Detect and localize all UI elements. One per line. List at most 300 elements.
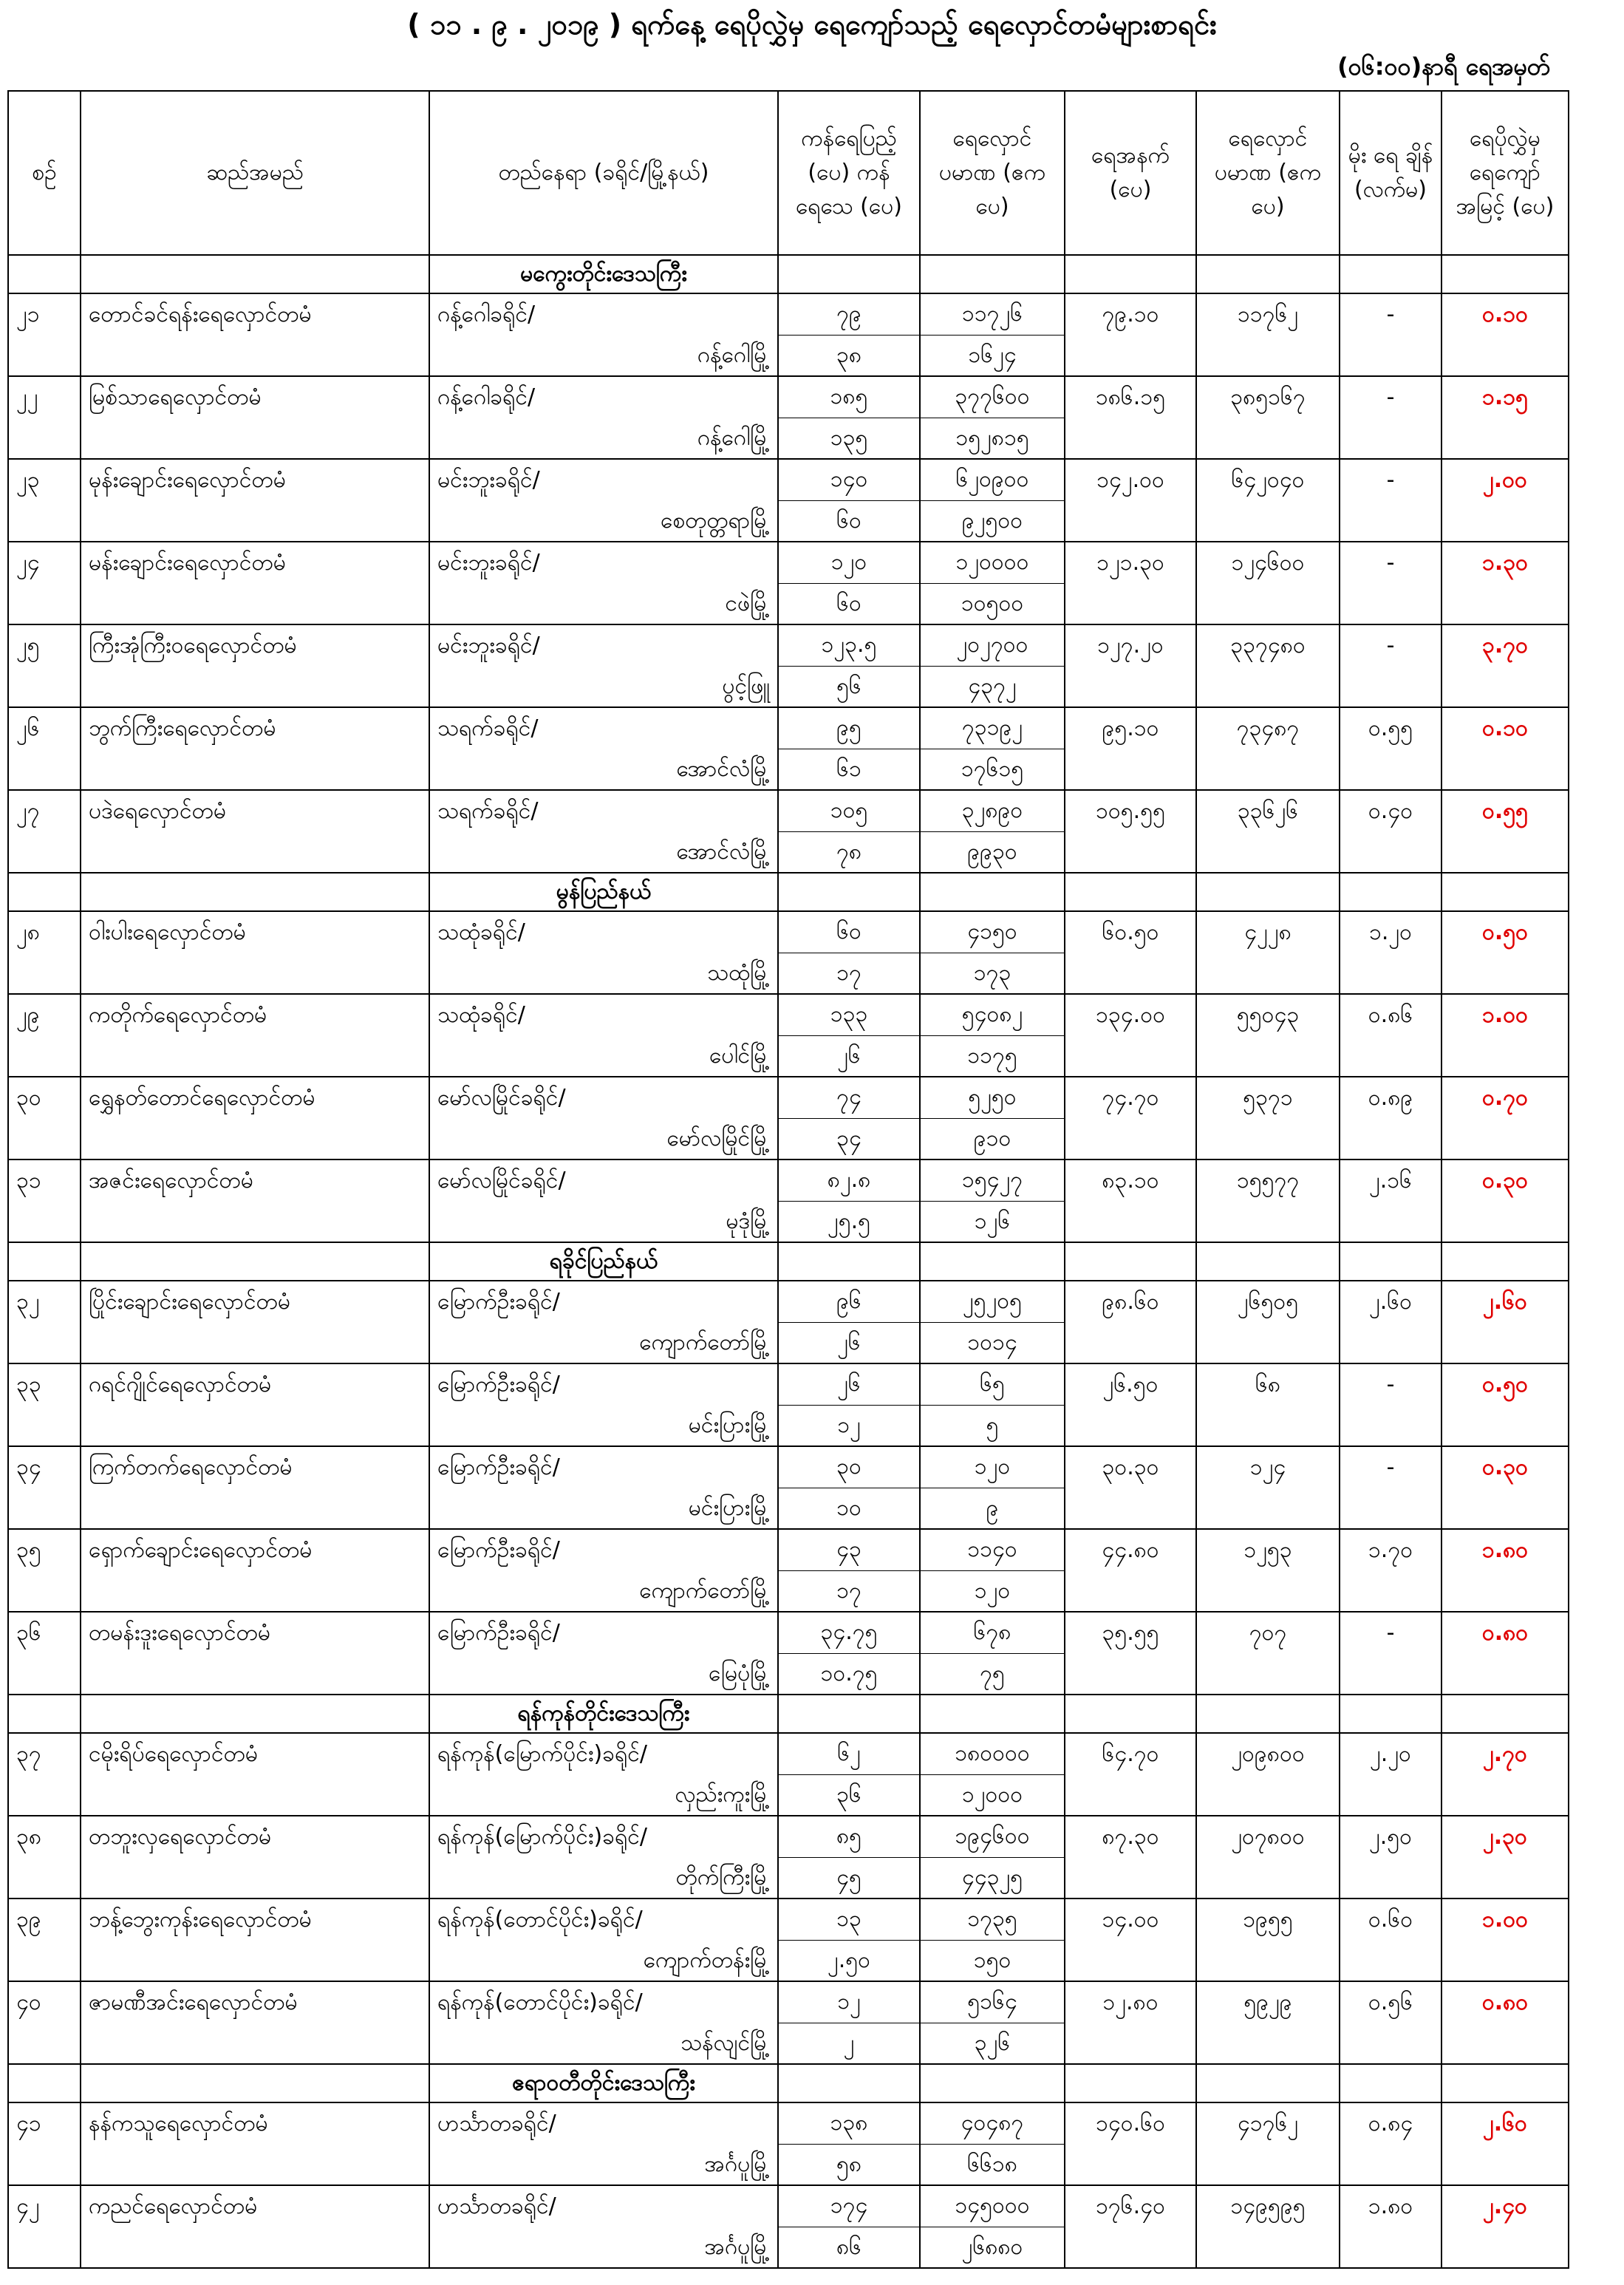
district: မော်လမြိုင်ခရိုင်/ (429, 1159, 778, 1201)
dead-level: ၈၆ (778, 2227, 920, 2268)
region-label: မကွေးတိုင်းဒေသကြီး (429, 255, 778, 293)
blank-cell (1196, 418, 1340, 459)
current-depth: ၁၄၂.၀၀ (1065, 459, 1196, 500)
blank-cell (8, 2227, 81, 2268)
blank-cell (1340, 1488, 1442, 1529)
document-title: ( ၁၁ . ၉ . ၂၀၁၉ ) ရက်နေ့ ရေပိုလွှဲမှ ရေကျော်သည့် ရေလှောင်တမံများစာရင်း (407, 8, 1217, 41)
current-storage: ၂၆၅၀၅ (1196, 1281, 1340, 1322)
blank-cell (1442, 1488, 1569, 1529)
spill-rise: ၀.၈၀ (1442, 1612, 1569, 1653)
full-storage: ၅၂၅၀ (920, 1077, 1065, 1118)
full-storage: ၆၂၀၉၀၀ (920, 459, 1065, 500)
dam-name: တမန်းဒူးရေလှောင်တမံ (81, 1612, 429, 1653)
district: ရန်ကုန်(တောင်ပိုင်း)ခရိုင်/ (429, 1899, 778, 1940)
header-row (8, 91, 1569, 255)
blank-cell (81, 1653, 429, 1695)
blank-cell (1196, 1857, 1340, 1899)
dead-storage: ၆၆၁၈ (920, 2144, 1065, 2185)
blank-cell (1340, 1857, 1442, 1899)
full-storage: ၁၉၄၆၀၀ (920, 1816, 1065, 1857)
region-cell-blank (778, 2064, 920, 2102)
rainfall: ၂.၆၀ (1340, 1281, 1442, 1322)
header-design-level: ကန်ရေပြည့် (ပေ) ကန်ရေသေ (ပေ) (778, 91, 920, 255)
region-cell-blank (1065, 1242, 1196, 1281)
township: အောင်လံမြို့ (429, 831, 778, 873)
blank-cell (1065, 1774, 1196, 1816)
blank-cell (1196, 749, 1340, 790)
table-row-sub (8, 831, 1569, 873)
region-cell-blank (1442, 873, 1569, 911)
blank-cell (1196, 1405, 1340, 1446)
blank-cell (1442, 1118, 1569, 1159)
district: မင်းဘူးခရိုင်/ (429, 624, 778, 666)
rainfall: ၁.၇၀ (1340, 1529, 1442, 1570)
blank-cell (1340, 500, 1442, 542)
region-cell-blank (1196, 2064, 1340, 2102)
row-number: ၄၂ (8, 2185, 81, 2227)
table-row (8, 707, 1569, 749)
current-depth: ၇၄.၇၀ (1065, 1077, 1196, 1118)
full-level: ၆၂ (778, 1733, 920, 1774)
table-row-sub (8, 953, 1569, 994)
current-storage: ၁၄၉၅၉၅ (1196, 2185, 1340, 2227)
rainfall: - (1340, 1363, 1442, 1405)
table-row (8, 2102, 1569, 2144)
full-level: ၂၆ (778, 1363, 920, 1405)
dam-name: မန်းချောင်းရေလှောင်တမံ (81, 542, 429, 583)
table-row-sub (8, 1488, 1569, 1529)
full-level: ၁၂ (778, 1981, 920, 2023)
full-level: ၁၃၈ (778, 2102, 920, 2144)
current-depth: ၇၉.၁၀ (1065, 293, 1196, 335)
table-row (8, 2185, 1569, 2227)
current-storage: ၆၄၂၀၄၀ (1196, 459, 1340, 500)
township: ကျောက်တော်မြို့ (429, 1570, 778, 1612)
blank-cell (1442, 1035, 1569, 1077)
blank-cell (1442, 666, 1569, 707)
row-number: ၃၇ (8, 1733, 81, 1774)
spill-rise: ၁.၀၀ (1442, 994, 1569, 1035)
table-row-sub (8, 1035, 1569, 1077)
table-row-sub (8, 1857, 1569, 1899)
spill-rise: ၂.၆၀ (1442, 2102, 1569, 2144)
blank-cell (81, 1570, 429, 1612)
current-storage: ၁၅၅၇၇ (1196, 1159, 1340, 1201)
table-row (8, 293, 1569, 335)
township: လှည်းကူးမြို့ (429, 1774, 778, 1816)
spill-rise: ၀.၁၀ (1442, 707, 1569, 749)
blank-cell (1442, 418, 1569, 459)
full-storage: ၂၅၂၀၅ (920, 1281, 1065, 1322)
row-number: ၃၂ (8, 1281, 81, 1322)
blank-cell (1196, 2144, 1340, 2185)
dam-name: ဘန့်ဘွေးကုန်းရေလှောင်တမံ (81, 1899, 429, 1940)
region-cell-blank (1065, 873, 1196, 911)
header-design-storage: ရေလှောင် ပမာဏ (ဧကပေ) (920, 91, 1065, 255)
blank-cell (81, 1035, 429, 1077)
blank-cell (8, 1201, 81, 1242)
current-storage: ၃၃၇၄၈၀ (1196, 624, 1340, 666)
township: ပွင့်ဖြူ (429, 666, 778, 707)
row-number: ၂၉ (8, 994, 81, 1035)
region-cell-blank (920, 255, 1065, 293)
dead-level: ၆၀ (778, 583, 920, 624)
current-storage: ၁၁၇၆၂ (1196, 293, 1340, 335)
reading-time-note: (၀၆:၀၀)နာရီ ရေအမှတ် (1337, 52, 1550, 81)
rainfall: ၂.၁၆ (1340, 1159, 1442, 1201)
rainfall: ၀.၅၅ (1340, 707, 1442, 749)
region-cell-blank (81, 1695, 429, 1733)
blank-cell (1065, 2144, 1196, 2185)
table-row (8, 1363, 1569, 1405)
dead-level: ၃၄ (778, 1118, 920, 1159)
rainfall: ၀.၆၀ (1340, 1899, 1442, 1940)
blank-cell (1196, 1653, 1340, 1695)
dead-level: ၁၀.၇၅ (778, 1653, 920, 1695)
dam-name: ကတိုက်ရေလှောင်တမံ (81, 994, 429, 1035)
current-storage: ၇၃၄၈၇ (1196, 707, 1340, 749)
region-cell-blank (1065, 255, 1196, 293)
blank-cell (81, 2227, 429, 2268)
blank-cell (1196, 335, 1340, 376)
table-row-sub (8, 583, 1569, 624)
blank-cell (8, 1570, 81, 1612)
full-level: ၈၅ (778, 1816, 920, 1857)
blank-cell (1065, 1940, 1196, 1981)
table-row (8, 1612, 1569, 1653)
region-label: ရခိုင်ပြည်နယ် (429, 1242, 778, 1281)
table-row-sub (8, 418, 1569, 459)
dead-storage: ၁၅၂၈၁၅ (920, 418, 1065, 459)
header-name: ဆည်အမည် (81, 91, 429, 255)
table-row-sub (8, 335, 1569, 376)
region-cell-blank (1340, 255, 1442, 293)
full-level: ၆၀ (778, 911, 920, 953)
current-storage: ၁၂၅၃ (1196, 1529, 1340, 1570)
row-number: ၂၅ (8, 624, 81, 666)
region-cell-blank (1340, 873, 1442, 911)
blank-cell (1196, 831, 1340, 873)
blank-cell (1340, 335, 1442, 376)
full-level: ၉၆ (778, 1281, 920, 1322)
blank-cell (81, 1405, 429, 1446)
full-storage: ၁၂၀၀၀၀ (920, 542, 1065, 583)
row-number: ၂၄ (8, 542, 81, 583)
current-depth: ၄၄.၈၀ (1065, 1529, 1196, 1570)
blank-cell (1340, 1570, 1442, 1612)
blank-cell (1340, 831, 1442, 873)
blank-cell (1065, 1118, 1196, 1159)
current-depth: ၆၀.၅၀ (1065, 911, 1196, 953)
blank-cell (1196, 1570, 1340, 1612)
region-label: ရန်ကုန်တိုင်းဒေသကြီး (429, 1695, 778, 1733)
current-depth: ၉၅.၁၀ (1065, 707, 1196, 749)
blank-cell (1196, 666, 1340, 707)
blank-cell (8, 831, 81, 873)
blank-cell (8, 1488, 81, 1529)
dead-storage: ၁၇၆၁၅ (920, 749, 1065, 790)
current-depth: ၁၄.၀၀ (1065, 1899, 1196, 1940)
full-level: ၈၂.၈ (778, 1159, 920, 1201)
dead-storage: ၉၁၀ (920, 1118, 1065, 1159)
township: အင်္ဂပူမြို့ (429, 2144, 778, 2185)
table-row-sub (8, 666, 1569, 707)
dam-name: ကညင်ရေလှောင်တမံ (81, 2185, 429, 2227)
dam-name: ဘွက်ကြီးရေလှောင်တမံ (81, 707, 429, 749)
dam-name: ဇာမဏီအင်းရေလှောင်တမံ (81, 1981, 429, 2023)
full-storage: ၄၀၄၈၇ (920, 2102, 1065, 2144)
full-level: ၁၀၅ (778, 790, 920, 831)
spill-rise: ၀.၅၀ (1442, 911, 1569, 953)
blank-cell (1196, 1774, 1340, 1816)
row-number: ၂၃ (8, 459, 81, 500)
blank-cell (1442, 953, 1569, 994)
region-cell-blank (778, 255, 920, 293)
region-cell-blank (8, 255, 81, 293)
blank-cell (8, 2144, 81, 2185)
township: ကျောက်တန်းမြို့ (429, 1940, 778, 1981)
blank-cell (1196, 2227, 1340, 2268)
dead-storage: ၁၅၀ (920, 1940, 1065, 1981)
full-storage: ၁၄၅၀၀၀ (920, 2185, 1065, 2227)
region-cell-blank (81, 873, 429, 911)
full-storage: ၁၈၀၀၀၀ (920, 1733, 1065, 1774)
blank-cell (1442, 1201, 1569, 1242)
full-level: ၇၉ (778, 293, 920, 335)
blank-cell (1442, 1653, 1569, 1695)
dead-storage: ၉၉၃၀ (920, 831, 1065, 873)
dead-storage: ၁၆၂၄ (920, 335, 1065, 376)
dead-level: ၁၇ (778, 953, 920, 994)
region-cell-blank (8, 1242, 81, 1281)
region-cell-blank (778, 1242, 920, 1281)
blank-cell (1196, 953, 1340, 994)
dead-storage: ၇၅ (920, 1653, 1065, 1695)
current-storage: ၂၀၇၈၀၀ (1196, 1816, 1340, 1857)
current-depth: ၂၆.၅၀ (1065, 1363, 1196, 1405)
spill-rise: ၂.၃၀ (1442, 1816, 1569, 1857)
header-location: တည်နေရာ (ခရိုင်/မြို့နယ်) (429, 91, 778, 255)
dead-level: ၇၈ (778, 831, 920, 873)
district: ဟင်္သာတခရိုင်/ (429, 2185, 778, 2227)
blank-cell (1065, 666, 1196, 707)
blank-cell (1196, 2023, 1340, 2064)
table-row-sub (8, 2023, 1569, 2064)
dead-level: ၅၆ (778, 666, 920, 707)
full-level: ၁၂၀ (778, 542, 920, 583)
table-body (8, 255, 1569, 2268)
region-cell-blank (81, 255, 429, 293)
region-cell-blank (1340, 1242, 1442, 1281)
region-cell-blank (8, 2064, 81, 2102)
row-number: ၃၈ (8, 1816, 81, 1857)
dam-name: ဂရင်ဂျိုင်ရေလှောင်တမံ (81, 1363, 429, 1405)
table-row-sub (8, 1653, 1569, 1695)
row-number: ၃၁ (8, 1159, 81, 1201)
spill-rise: ၀.၃၀ (1442, 1446, 1569, 1488)
table-row (8, 1529, 1569, 1570)
blank-cell (1340, 1405, 1442, 1446)
blank-cell (1442, 1405, 1569, 1446)
blank-cell (1065, 335, 1196, 376)
blank-cell (1442, 1322, 1569, 1363)
blank-cell (1340, 583, 1442, 624)
blank-cell (8, 335, 81, 376)
dead-level: ၁၇ (778, 1570, 920, 1612)
blank-cell (8, 749, 81, 790)
full-storage: ၄၁၅၀ (920, 911, 1065, 953)
row-number: ၂၈ (8, 911, 81, 953)
blank-cell (1065, 2227, 1196, 2268)
dead-storage: ၁၀၅၀၀ (920, 583, 1065, 624)
blank-cell (81, 1322, 429, 1363)
dam-name: ကြီးအုံကြီးဝရေလှောင်တမံ (81, 624, 429, 666)
dead-storage: ၁၂၆ (920, 1201, 1065, 1242)
table-row-sub (8, 2144, 1569, 2185)
full-level: ၁၃ (778, 1899, 920, 1940)
dam-name: တောင်ခင်ရန်းရေလှောင်တမံ (81, 293, 429, 335)
region-cell-blank (1196, 873, 1340, 911)
rainfall: ၁.၈၀ (1340, 2185, 1442, 2227)
spill-rise: ၁.၀၀ (1442, 1899, 1569, 1940)
blank-cell (8, 500, 81, 542)
full-level: ၇၄ (778, 1077, 920, 1118)
township: သထုံမြို့ (429, 953, 778, 994)
row-number: ၃၄ (8, 1446, 81, 1488)
rainfall: - (1340, 624, 1442, 666)
current-depth: ၃၀.၃၀ (1065, 1446, 1196, 1488)
current-storage: ၅၃၇၁ (1196, 1077, 1340, 1118)
district: ဂန့်ဂေါခရိုင်/ (429, 376, 778, 418)
rainfall: - (1340, 459, 1442, 500)
full-level: ၉၅ (778, 707, 920, 749)
current-storage: ၇၀၇ (1196, 1612, 1340, 1653)
blank-cell (1065, 1405, 1196, 1446)
table-row (8, 1281, 1569, 1322)
district: သထုံခရိုင်/ (429, 911, 778, 953)
blank-cell (1196, 1322, 1340, 1363)
township: ငဖဲမြို့ (429, 583, 778, 624)
region-cell-blank (1442, 1242, 1569, 1281)
full-storage: ၆၇၈ (920, 1612, 1065, 1653)
blank-cell (1340, 749, 1442, 790)
table-row (8, 911, 1569, 953)
blank-cell (1065, 953, 1196, 994)
blank-cell (8, 1405, 81, 1446)
spill-rise: ၀.၃၀ (1442, 1159, 1569, 1201)
district: မင်းဘူးခရိုင်/ (429, 459, 778, 500)
district: ရန်ကုန်(မြောက်ပိုင်း)ခရိုင်/ (429, 1816, 778, 1857)
reservoir-table (7, 90, 1569, 2269)
dead-storage: ၁၁၇၅ (920, 1035, 1065, 1077)
region-row (8, 2064, 1569, 2102)
blank-cell (81, 418, 429, 459)
dam-name: ပဒဲရေလှောင်တမံ (81, 790, 429, 831)
dead-storage: ၁၀၁၄ (920, 1322, 1065, 1363)
blank-cell (81, 1118, 429, 1159)
rainfall: ၀.၈၉ (1340, 1077, 1442, 1118)
dam-name: ရွှေနတ်တောင်ရေလှောင်တမံ (81, 1077, 429, 1118)
full-storage: ၅၁၆၄ (920, 1981, 1065, 2023)
spill-rise: ၁.၈၀ (1442, 1529, 1569, 1570)
current-depth: ၁၈၆.၁၅ (1065, 376, 1196, 418)
township: အောင်လံမြို့ (429, 749, 778, 790)
blank-cell (1340, 2144, 1442, 2185)
table-row-sub (8, 1405, 1569, 1446)
blank-cell (1340, 1940, 1442, 1981)
blank-cell (1196, 500, 1340, 542)
blank-cell (81, 1488, 429, 1529)
region-cell-blank (1065, 2064, 1196, 2102)
rainfall: ၀.၅၆ (1340, 1981, 1442, 2023)
table-row (8, 376, 1569, 418)
row-number: ၃၃ (8, 1363, 81, 1405)
dead-level: ၂ (778, 2023, 920, 2064)
blank-cell (1196, 1488, 1340, 1529)
blank-cell (1442, 1774, 1569, 1816)
spill-rise: ၂.၄၀ (1442, 2185, 1569, 2227)
region-row (8, 1242, 1569, 1281)
rainfall: ၀.၄၀ (1340, 790, 1442, 831)
blank-cell (8, 1322, 81, 1363)
current-depth: ၈၃.၁၀ (1065, 1159, 1196, 1201)
blank-cell (1065, 749, 1196, 790)
row-number: ၄၀ (8, 1981, 81, 2023)
district: သရက်ခရိုင်/ (429, 790, 778, 831)
table-row-sub (8, 500, 1569, 542)
full-level: ၃၀ (778, 1446, 920, 1488)
blank-cell (1442, 500, 1569, 542)
blank-cell (1340, 1118, 1442, 1159)
blank-cell (1065, 1035, 1196, 1077)
current-storage: ၃၈၅၁၆၇ (1196, 376, 1340, 418)
current-depth: ၈၇.၃၀ (1065, 1816, 1196, 1857)
township: တိုက်ကြီးမြို့ (429, 1857, 778, 1899)
blank-cell (1340, 1774, 1442, 1816)
current-storage: ၅၉၂၉ (1196, 1981, 1340, 2023)
current-storage: ၅၅၀၄၃ (1196, 994, 1340, 1035)
full-level: ၁၂၃.၅ (778, 624, 920, 666)
blank-cell (1340, 418, 1442, 459)
header-spill-height: ရေပိုလွှဲမှ ရေကျော် အမြင့် (ပေ) (1442, 91, 1569, 255)
region-cell-blank (920, 1695, 1065, 1733)
district: ဂန့်ဂေါခရိုင်/ (429, 293, 778, 335)
blank-cell (1442, 2144, 1569, 2185)
region-cell-blank (778, 1695, 920, 1733)
current-storage: ၁၂၄၆၀၀ (1196, 542, 1340, 583)
blank-cell (81, 953, 429, 994)
full-level: ၁၇၄ (778, 2185, 920, 2227)
row-number: ၂၁ (8, 293, 81, 335)
header-current-level: ရေအနက် (ပေ) (1065, 91, 1196, 255)
region-cell-blank (1442, 1695, 1569, 1733)
rainfall: ၁.၂၀ (1340, 911, 1442, 953)
district: မင်းဘူးခရိုင်/ (429, 542, 778, 583)
table-row (8, 1077, 1569, 1118)
spill-rise: ၀.၈၀ (1442, 1981, 1569, 2023)
current-depth: ၁၇၆.၄၀ (1065, 2185, 1196, 2227)
table-row (8, 542, 1569, 583)
blank-cell (1065, 1322, 1196, 1363)
full-storage: ၅၄၀၈၂ (920, 994, 1065, 1035)
table-row (8, 1446, 1569, 1488)
region-cell-blank (920, 1242, 1065, 1281)
table-row-sub (8, 1201, 1569, 1242)
dead-storage: ၂၆၈၈၀ (920, 2227, 1065, 2268)
blank-cell (81, 2144, 429, 2185)
region-cell-blank (1196, 1695, 1340, 1733)
dam-name: မြစ်သာရေလှောင်တမံ (81, 376, 429, 418)
